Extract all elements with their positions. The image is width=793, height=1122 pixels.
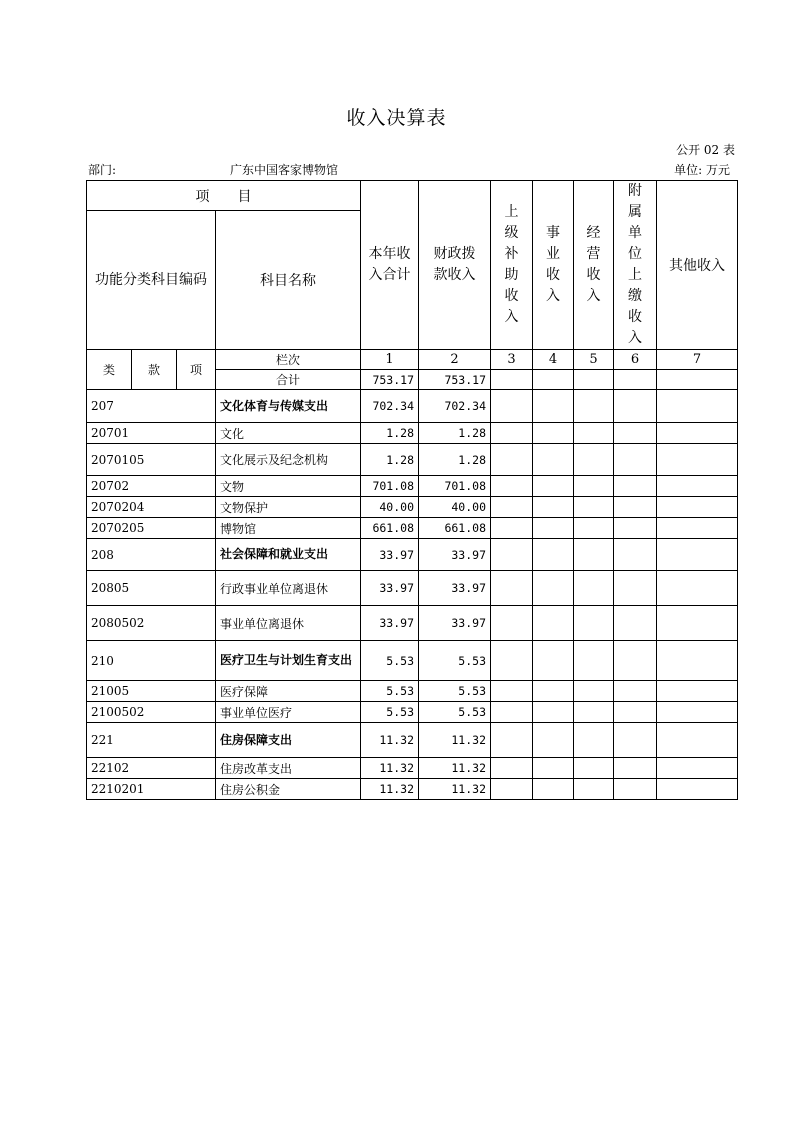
empty-cell xyxy=(614,476,657,497)
col-number: 6 xyxy=(614,350,657,370)
empty-cell xyxy=(533,370,574,390)
vertical-header-char: 营 xyxy=(586,246,601,262)
total-label: 合计 xyxy=(216,370,361,390)
fiscal-income-value: 33.97 xyxy=(419,571,491,606)
empty-cell xyxy=(614,723,657,758)
empty-cell xyxy=(657,476,738,497)
vertical-header-char: 上 xyxy=(504,204,519,220)
subject-name: 文物保护 xyxy=(216,497,361,518)
empty-cell xyxy=(491,497,533,518)
total-income-value: 5.53 xyxy=(361,702,419,723)
empty-cell xyxy=(574,444,614,476)
fiscal-income-value: 5.53 xyxy=(419,681,491,702)
empty-cell xyxy=(491,758,533,779)
vertical-header-char: 经 xyxy=(586,225,601,241)
empty-cell xyxy=(574,370,614,390)
total-income-value: 702.34 xyxy=(361,390,419,423)
subject-code: 22102 xyxy=(87,758,216,779)
empty-cell xyxy=(574,681,614,702)
empty-cell xyxy=(533,702,574,723)
vertical-header-char: 收 xyxy=(628,309,642,325)
empty-cell xyxy=(533,476,574,497)
subject-name: 事业单位医疗 xyxy=(216,702,361,723)
department-label: 部门: xyxy=(88,163,117,177)
page-title: 收入决算表 xyxy=(346,107,447,129)
fiscal-income-value: 661.08 xyxy=(419,518,491,539)
empty-cell xyxy=(614,390,657,423)
subject-code: 21005 xyxy=(87,681,216,702)
fiscal-income-value: 5.53 xyxy=(419,641,491,681)
fiscal-income-value: 40.00 xyxy=(419,497,491,518)
empty-cell xyxy=(614,497,657,518)
total-income-value: 11.32 xyxy=(361,779,419,800)
vertical-header-char: 属 xyxy=(628,204,642,220)
vertical-header-char: 业 xyxy=(546,246,560,262)
subject-name: 博物馆 xyxy=(216,518,361,539)
header-fiscal-income: 财政拨款收入 xyxy=(419,181,491,350)
empty-cell xyxy=(491,702,533,723)
total-income-value: 40.00 xyxy=(361,497,419,518)
total-income-value: 5.53 xyxy=(361,681,419,702)
empty-cell xyxy=(657,370,738,390)
subject-code: 20702 xyxy=(87,476,216,497)
fiscal-income-value: 33.97 xyxy=(419,539,491,571)
header-business-income xyxy=(533,181,574,350)
header-total-income: 本年收入合计 xyxy=(361,181,419,350)
empty-cell xyxy=(491,476,533,497)
unit-label: 单位: 万元 xyxy=(674,163,730,177)
empty-cell xyxy=(574,723,614,758)
vertical-header-char: 位 xyxy=(628,246,642,262)
empty-cell xyxy=(614,444,657,476)
header-lei: 类 xyxy=(87,350,132,390)
vertical-header-char: 上 xyxy=(628,267,642,283)
empty-cell xyxy=(533,423,574,444)
col-number: 4 xyxy=(533,350,574,370)
fiscal-income-value: 11.32 xyxy=(419,723,491,758)
total-income-value: 1.28 xyxy=(361,444,419,476)
vertical-header-char: 单 xyxy=(628,225,642,241)
empty-cell xyxy=(533,779,574,800)
empty-cell xyxy=(533,758,574,779)
col-number: 2 xyxy=(419,350,491,370)
subject-name: 医疗保障 xyxy=(216,681,361,702)
vertical-header-char: 入 xyxy=(504,309,519,325)
empty-cell xyxy=(657,641,738,681)
fiscal-income-value: 5.53 xyxy=(419,702,491,723)
subject-code: 221 xyxy=(87,723,216,758)
empty-cell xyxy=(533,723,574,758)
empty-cell xyxy=(574,702,614,723)
empty-cell xyxy=(491,518,533,539)
empty-cell xyxy=(657,571,738,606)
empty-cell xyxy=(533,518,574,539)
empty-cell xyxy=(574,476,614,497)
empty-cell xyxy=(614,681,657,702)
subject-name: 住房保障支出 xyxy=(216,723,361,758)
empty-cell xyxy=(657,681,738,702)
empty-cell xyxy=(491,444,533,476)
empty-cell xyxy=(533,606,574,641)
col-number: 7 xyxy=(657,350,738,370)
total-income-value: 701.08 xyxy=(361,476,419,497)
empty-cell xyxy=(657,723,738,758)
empty-cell xyxy=(574,423,614,444)
empty-cell xyxy=(574,497,614,518)
subject-name: 行政事业单位离退休 xyxy=(216,571,361,606)
empty-cell xyxy=(574,606,614,641)
empty-cell xyxy=(491,779,533,800)
table-row xyxy=(87,539,738,571)
department-name: 广东中国客家博物馆 xyxy=(230,163,339,177)
subject-name: 住房改革支出 xyxy=(216,758,361,779)
fiscal-income-value: 701.08 xyxy=(419,476,491,497)
subject-name: 社会保障和就业支出 xyxy=(216,539,361,571)
empty-cell xyxy=(574,758,614,779)
empty-cell xyxy=(491,606,533,641)
empty-cell xyxy=(533,390,574,423)
header-project: 项 目 xyxy=(87,181,361,211)
empty-cell xyxy=(657,497,738,518)
empty-cell xyxy=(614,702,657,723)
table-row xyxy=(87,390,738,423)
vertical-header-char: 收 xyxy=(504,288,519,304)
empty-cell xyxy=(491,571,533,606)
header-operating-income xyxy=(574,181,614,350)
subject-name: 医疗卫生与计划生育支出 xyxy=(216,641,361,681)
table-row xyxy=(87,758,738,779)
subject-name: 文化 xyxy=(216,423,361,444)
empty-cell xyxy=(533,681,574,702)
fiscal-income-value: 1.28 xyxy=(419,423,491,444)
total-income-value: 661.08 xyxy=(361,518,419,539)
empty-cell xyxy=(533,539,574,571)
subject-name: 文物 xyxy=(216,476,361,497)
empty-cell xyxy=(657,444,738,476)
header-upper-subsidy xyxy=(491,181,533,350)
total-income-value: 5.53 xyxy=(361,641,419,681)
table-row xyxy=(87,606,738,641)
subject-code: 208 xyxy=(87,539,216,571)
empty-cell xyxy=(491,723,533,758)
table-row xyxy=(87,723,738,758)
empty-cell xyxy=(614,423,657,444)
empty-cell xyxy=(657,606,738,641)
vertical-header-char: 入 xyxy=(546,288,560,304)
empty-cell xyxy=(614,571,657,606)
subject-code: 2070205 xyxy=(87,518,216,539)
empty-cell xyxy=(574,779,614,800)
col-number: 5 xyxy=(574,350,614,370)
empty-cell xyxy=(614,641,657,681)
total-income-value: 33.97 xyxy=(361,606,419,641)
empty-cell xyxy=(491,370,533,390)
subject-name: 住房公积金 xyxy=(216,779,361,800)
header-xiang: 项 xyxy=(177,350,216,390)
vertical-header-char: 补 xyxy=(504,246,519,262)
empty-cell xyxy=(574,518,614,539)
table-row xyxy=(87,681,738,702)
subject-code: 207 xyxy=(87,390,216,423)
subject-code: 20805 xyxy=(87,571,216,606)
fiscal-income-value: 33.97 xyxy=(419,606,491,641)
vertical-header-char: 助 xyxy=(504,267,519,283)
empty-cell xyxy=(533,641,574,681)
empty-cell xyxy=(533,497,574,518)
subject-code: 2080502 xyxy=(87,606,216,641)
table-row xyxy=(87,702,738,723)
subject-name: 文化体育与传媒支出 xyxy=(216,390,361,423)
total-income-value: 11.32 xyxy=(361,758,419,779)
empty-cell xyxy=(657,423,738,444)
table-row xyxy=(87,571,738,606)
vertical-header-char: 入 xyxy=(628,330,642,346)
empty-cell xyxy=(657,390,738,423)
empty-cell xyxy=(657,518,738,539)
subject-code: 2210201 xyxy=(87,779,216,800)
empty-cell xyxy=(614,758,657,779)
empty-cell xyxy=(657,779,738,800)
fiscal-income-value: 702.34 xyxy=(419,390,491,423)
col-number: 3 xyxy=(491,350,533,370)
header-other-income: 其他收入 xyxy=(657,181,738,350)
subject-code: 2100502 xyxy=(87,702,216,723)
total-income-sum: 753.17 xyxy=(361,370,419,390)
vertical-header-char: 入 xyxy=(586,288,601,304)
empty-cell xyxy=(491,423,533,444)
vertical-header-char: 收 xyxy=(546,267,560,283)
empty-cell xyxy=(574,641,614,681)
total-income-value: 1.28 xyxy=(361,423,419,444)
subject-code: 2070204 xyxy=(87,497,216,518)
table-row xyxy=(87,444,738,476)
total-income-value: 33.97 xyxy=(361,571,419,606)
fiscal-income-value: 1.28 xyxy=(419,444,491,476)
table-row xyxy=(87,423,738,444)
header-lanci: 栏次 xyxy=(216,350,361,370)
empty-cell xyxy=(574,571,614,606)
table-row xyxy=(87,497,738,518)
vertical-header-char: 收 xyxy=(586,267,601,283)
subject-code: 20701 xyxy=(87,423,216,444)
empty-cell xyxy=(614,606,657,641)
empty-cell xyxy=(491,681,533,702)
vertical-header-char: 缴 xyxy=(628,288,642,304)
empty-cell xyxy=(533,444,574,476)
empty-cell xyxy=(574,539,614,571)
subject-name: 事业单位离退休 xyxy=(216,606,361,641)
fiscal-income-value: 11.32 xyxy=(419,758,491,779)
total-income-value: 33.97 xyxy=(361,539,419,571)
table-row xyxy=(87,476,738,497)
empty-cell xyxy=(614,779,657,800)
header-kuan: 款 xyxy=(132,350,177,390)
empty-cell xyxy=(657,539,738,571)
vertical-header-char: 级 xyxy=(504,225,519,241)
form-number: 公开 02 表 xyxy=(676,143,735,157)
header-subject-name: 科目名称 xyxy=(216,211,361,350)
empty-cell xyxy=(574,390,614,423)
total-income-value: 11.32 xyxy=(361,723,419,758)
empty-cell xyxy=(491,390,533,423)
empty-cell xyxy=(533,571,574,606)
table-row xyxy=(87,779,738,800)
table-row xyxy=(87,641,738,681)
col-number: 1 xyxy=(361,350,419,370)
empty-cell xyxy=(491,539,533,571)
subject-code: 210 xyxy=(87,641,216,681)
subject-name: 文化展示及纪念机构 xyxy=(216,444,361,476)
empty-cell xyxy=(614,370,657,390)
income-table xyxy=(86,180,738,800)
empty-cell xyxy=(491,641,533,681)
header-affiliated-income xyxy=(614,181,657,350)
empty-cell xyxy=(614,539,657,571)
table-row xyxy=(87,518,738,539)
total-fiscal-sum: 753.17 xyxy=(419,370,491,390)
header-func-code: 功能分类科目编码 xyxy=(87,211,216,350)
subject-code: 2070105 xyxy=(87,444,216,476)
vertical-header-char: 附 xyxy=(628,183,642,199)
vertical-header-char: 事 xyxy=(546,225,560,241)
empty-cell xyxy=(657,758,738,779)
empty-cell xyxy=(657,702,738,723)
fiscal-income-value: 11.32 xyxy=(419,779,491,800)
empty-cell xyxy=(614,518,657,539)
